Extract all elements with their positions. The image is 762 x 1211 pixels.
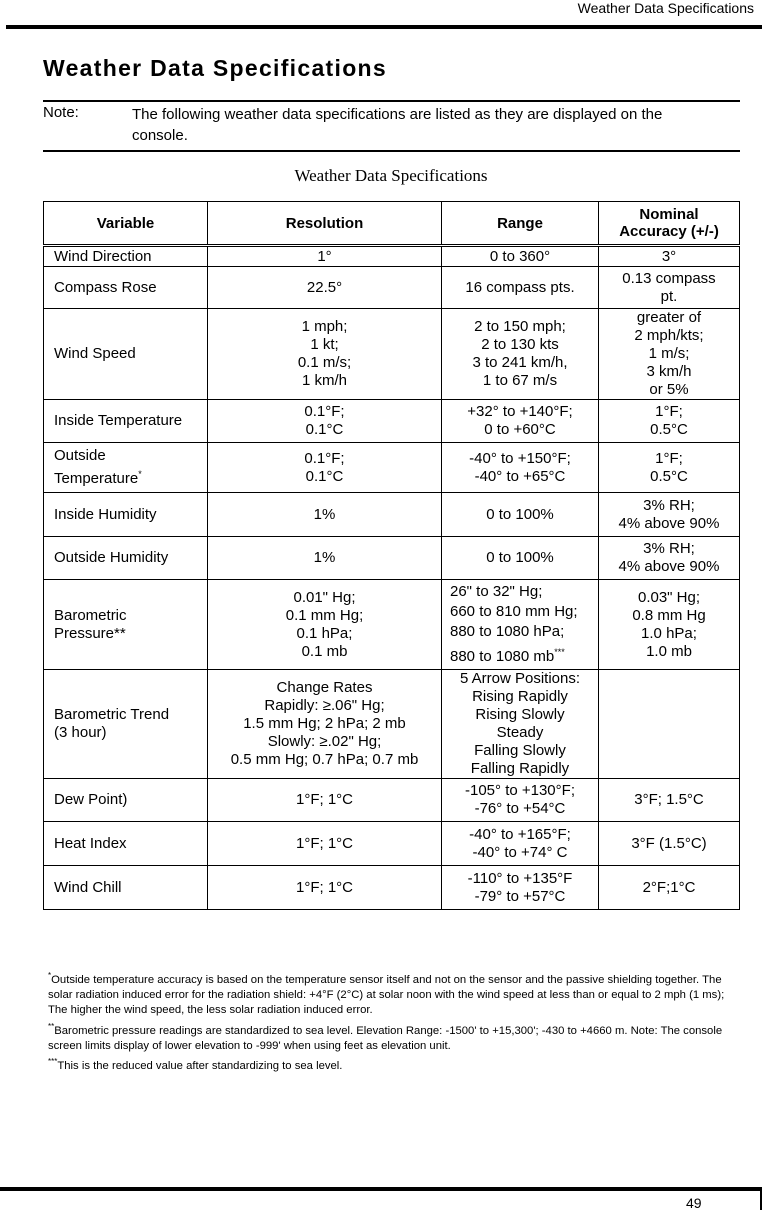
range-cell (442, 400, 599, 443)
variable-cell (44, 866, 208, 910)
accuracy-line: 3% RH; (643, 540, 695, 557)
range-line: -40° to +74° C (472, 843, 568, 861)
range-line: 26" to 32" Hg; (450, 583, 543, 600)
accuracy-cell (599, 537, 740, 580)
footnote-1 (48, 968, 738, 1019)
range-line: 2 to 130 kts (481, 336, 559, 353)
accuracy-cell (599, 309, 740, 400)
range-line: 660 to 810 mm Hg; (450, 603, 578, 620)
variable-line: Barometric Trend (54, 706, 170, 723)
variable-cell (44, 670, 208, 779)
range-cell (442, 537, 599, 580)
variable-cell (44, 443, 208, 493)
running-header: Weather Data Specifications (577, 0, 754, 16)
variable-cell (44, 822, 208, 866)
range-line: Rising Rapidly (472, 688, 568, 705)
header-resolution: Resolution (208, 202, 442, 246)
range-line: -76° to +54°C (474, 800, 566, 817)
resolution-line: 1 mph; (301, 318, 348, 335)
table-row (44, 580, 740, 670)
table-row (44, 246, 740, 267)
resolution-line: 0.1°F; (304, 449, 345, 467)
resolution-line: 0.1°C (305, 467, 344, 485)
range-line: 0 to 100% (486, 549, 554, 566)
accuracy-line: or 5% (649, 381, 689, 398)
variable-line: Heat Index (54, 834, 127, 852)
variable-line: (3 hour) (54, 724, 107, 741)
resolution-line: 1°F; 1°C (295, 878, 353, 896)
variable-line: Outside (54, 447, 106, 464)
resolution-line: 1°F; 1°C (295, 834, 353, 852)
range-line: 5 Arrow Positions: (459, 670, 581, 687)
variable-cell (44, 537, 208, 580)
header-variable: Variable (44, 202, 208, 246)
footnote-2-mark: ** (48, 1021, 55, 1031)
resolution-line: 1% (313, 549, 336, 566)
accuracy-cell (599, 400, 740, 443)
table-row (44, 443, 740, 493)
variable-line: Temperature (54, 470, 139, 487)
accuracy-line: 1°F; (655, 449, 683, 467)
range-cell (442, 866, 599, 910)
accuracy-cell (599, 866, 740, 910)
footnotes (48, 968, 738, 1074)
resolution-line: 0.5 mm Hg; 0.7 hPa; 0.7 mb (230, 751, 419, 768)
accuracy-line: 4% above 90% (618, 514, 720, 532)
resolution-line: Change Rates (276, 679, 373, 696)
range-cell (442, 670, 599, 779)
accuracy-line: 1 m/s; (648, 345, 690, 362)
accuracy-cell (599, 822, 740, 866)
footnote-1-text: Outside temperature accuracy is based on the temperature sensor itself and not on the sensor and the passive shielding together. The solar radiation induced error for the radiation shield: +4°F (2°C) at solar noon with the wind speed at less than or equal to 2 mph (1 ms); The higher the wind speed, the less solar radiation induced error. (48, 973, 725, 1017)
range-footnote-mark: *** (554, 647, 565, 657)
footnote-1-mark: * (48, 971, 52, 980)
accuracy-cell (599, 779, 740, 822)
accuracy-line: 1°F; (655, 403, 683, 420)
variable-cell (44, 267, 208, 309)
accuracy-line: 0.5°C (650, 421, 688, 438)
footnote-2 (48, 1019, 738, 1054)
range-line: 0 to 100% (486, 505, 554, 523)
resolution-line: 1° (317, 247, 332, 265)
range-cell (442, 267, 599, 309)
resolution-cell (208, 267, 442, 309)
resolution-line: 0.1 m/s; (297, 354, 352, 371)
range-line: +32° to +140°F; (467, 403, 573, 420)
accuracy-cell (599, 246, 740, 267)
range-line: 16 compass pts. (465, 278, 575, 296)
range-line: Steady (496, 724, 544, 741)
footnote-3-mark: *** (48, 1057, 58, 1067)
variable-line: Barometric (54, 606, 127, 624)
accuracy-cell (599, 580, 740, 670)
variable-cell (44, 779, 208, 822)
range-cell (442, 580, 599, 670)
resolution-cell (208, 866, 442, 910)
accuracy-line: greater of (636, 309, 702, 326)
accuracy-line: 3° (661, 247, 677, 265)
resolution-cell (208, 493, 442, 537)
resolution-line: 1.5 mm Hg; 2 hPa; 2 mb (243, 715, 406, 732)
resolution-cell (208, 779, 442, 822)
variable-footnote-mark: * (138, 469, 142, 479)
range-cell (442, 779, 599, 822)
resolution-cell (208, 309, 442, 400)
table-row (44, 779, 740, 822)
variable-line: Dew Point) (54, 791, 128, 808)
table-row (44, 493, 740, 537)
range-line: 0 to +60°C (484, 421, 556, 438)
range-cell (442, 822, 599, 866)
note-bottom-rule (43, 150, 740, 152)
header-range: Range (442, 202, 599, 246)
resolution-cell (208, 537, 442, 580)
header-rule (6, 25, 762, 29)
range-cell (442, 493, 599, 537)
range-line: -110° to +135°F (467, 869, 573, 887)
table-row (44, 670, 740, 779)
specifications-table (43, 201, 740, 910)
resolution-line: 1 km/h (301, 372, 347, 389)
range-line: -79° to +57°C (474, 887, 566, 905)
range-line: Falling Slowly (474, 742, 566, 759)
variable-line: Inside Temperature (54, 412, 183, 429)
footer-rule (0, 1187, 762, 1191)
accuracy-line: pt. (660, 287, 678, 305)
note-top-rule (43, 100, 740, 102)
accuracy-cell (599, 267, 740, 309)
resolution-line: 0.1 mm Hg; (285, 606, 364, 624)
table-row (44, 267, 740, 309)
range-line: 2 to 150 mph; (474, 318, 566, 335)
table-row (44, 309, 740, 400)
resolution-line: 0.1 hPa; (296, 624, 353, 642)
resolution-line: 0.01" Hg; (293, 588, 356, 606)
header-accuracy-line1: Nominal (639, 206, 699, 223)
resolution-line: Rapidly: ≥.06" Hg; (264, 697, 385, 714)
resolution-line: 1 kt; (310, 336, 339, 353)
range-line: 880 to 1080 hPa; (450, 623, 565, 640)
accuracy-line: 4% above 90% (618, 558, 720, 575)
resolution-line: 0.1°F; (304, 403, 345, 420)
resolution-cell (208, 400, 442, 443)
table-header-row (44, 202, 740, 246)
range-line: 3 to 241 km/h, (472, 354, 568, 371)
range-line: Rising Slowly (475, 706, 565, 723)
accuracy-line: 3% RH; (643, 496, 695, 514)
accuracy-line: 3 km/h (646, 363, 692, 380)
accuracy-cell (599, 493, 740, 537)
accuracy-line: 1.0 mb (646, 642, 692, 660)
range-line: Falling Rapidly (470, 760, 570, 777)
variable-line: Outside Humidity (54, 549, 169, 566)
resolution-line: 22.5° (306, 278, 343, 296)
resolution-cell (208, 580, 442, 670)
note-text: The following weather data specifications are listed as they are displayed on the console. (132, 106, 663, 144)
variable-line: Wind Speed (54, 345, 136, 362)
range-cell (442, 246, 599, 267)
resolution-line: 1°F; 1°C (295, 791, 353, 808)
table-row (44, 822, 740, 866)
accuracy-cell (599, 443, 740, 493)
accuracy-line: 3°F; 1.5°C (634, 791, 704, 808)
resolution-line: 0.1°C (305, 421, 344, 438)
variable-cell (44, 246, 208, 267)
variable-line: Wind Direction (54, 247, 152, 265)
range-cell (442, 309, 599, 400)
range-line: -40° to +65°C (474, 467, 566, 485)
header-accuracy-line2: Accuracy (+/-) (619, 223, 719, 240)
variable-cell (44, 493, 208, 537)
range-line: -105° to +130°F; (465, 782, 575, 799)
page-number: 49 (686, 1195, 702, 1211)
range-line: 880 to 1080 mb (450, 648, 555, 665)
accuracy-line: 3°F (1.5°C) (631, 834, 707, 852)
range-line: 1 to 67 m/s (482, 372, 558, 389)
footnote-3 (48, 1054, 738, 1074)
accuracy-line: 0.03" Hg; (637, 588, 701, 606)
note-label: Note: (43, 104, 79, 121)
accuracy-line: 0.13 compass (622, 269, 716, 287)
accuracy-line: 0.8 mm Hg (632, 606, 706, 624)
variable-cell (44, 400, 208, 443)
accuracy-line: 0.5°C (650, 467, 688, 485)
resolution-line: 0.1 mb (301, 642, 348, 660)
accuracy-cell (599, 670, 740, 779)
table-row (44, 400, 740, 443)
table-row (44, 866, 740, 910)
accuracy-line: 1.0 hPa; (641, 624, 697, 642)
range-line: 0 to 360° (489, 247, 551, 265)
variable-line: Compass Rose (54, 278, 157, 296)
resolution-cell (208, 246, 442, 267)
header-accuracy (599, 202, 740, 246)
range-line: -40° to +150°F; (469, 449, 571, 467)
resolution-line: 1% (313, 505, 336, 523)
accuracy-line: 2°F;1°C (642, 878, 696, 896)
page-title: Weather Data Specifications (43, 55, 387, 81)
variable-line: Pressure** (54, 624, 126, 642)
variable-cell (44, 580, 208, 670)
resolution-cell (208, 670, 442, 779)
variable-line: Wind Chill (54, 878, 122, 896)
range-line: -40° to +165°F; (469, 825, 571, 843)
footnote-2-text: Barometric pressure readings are standardized to sea level. Elevation Range: -1500' to +15,300'; -430 to +4660 m. Note: The console screen limits display of lower elevation to -999' when using feet as elevation unit. (48, 1024, 723, 1052)
footnote-3-text: This is the reduced value after standardizing to sea level. (57, 1059, 343, 1072)
table-row (44, 537, 740, 580)
range-cell (442, 443, 599, 493)
resolution-cell (208, 822, 442, 866)
variable-line: Inside Humidity (54, 505, 157, 523)
resolution-line: Slowly: ≥.02" Hg; (267, 733, 382, 750)
resolution-cell (208, 443, 442, 493)
variable-cell (44, 309, 208, 400)
accuracy-line: 2 mph/kts; (634, 327, 704, 344)
table-caption: Weather Data Specifications (294, 166, 488, 185)
